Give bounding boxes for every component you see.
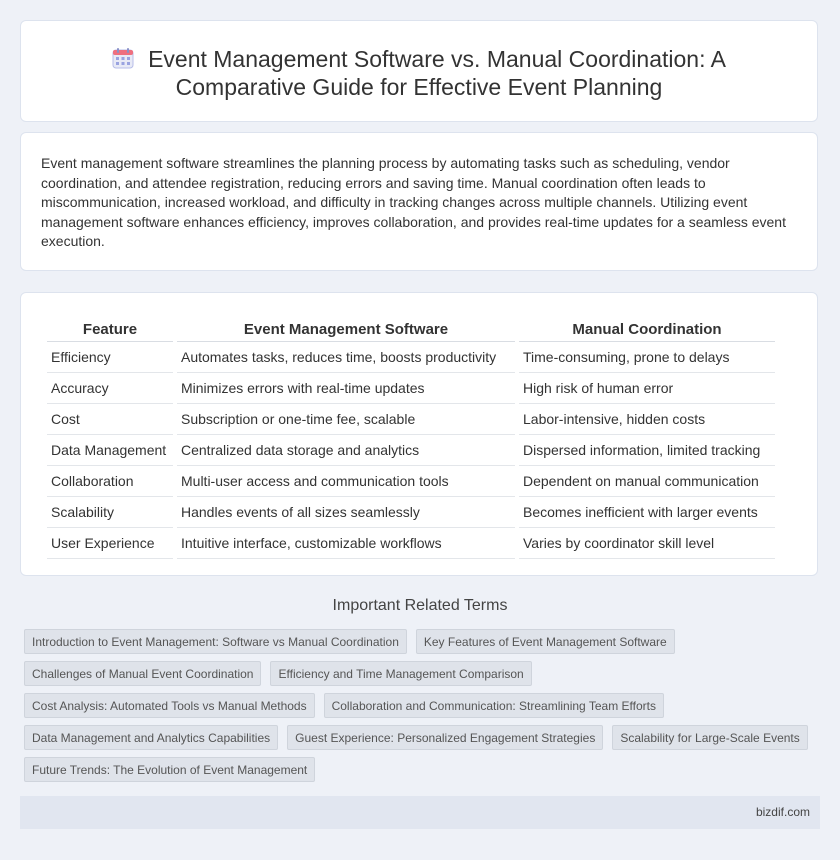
software-cell: Automates tasks, reduces time, boosts productivity: [177, 342, 515, 373]
summary-text: Event management software streamlines the planning process by automating tasks such as scheduling, vendor coordination, and attendee registration, reducing errors and saving time. Manual coordination often leads to miscommunication, increased workload, and difficulty in tracking changes across multiple channels. Utilizing event management software enhances efficiency, improves collaboration, and provides real-time updates for a seamless event execution.: [41, 155, 786, 249]
software-cell: Intuitive interface, customizable workflows: [177, 528, 515, 559]
related-terms-heading: Important Related Terms: [332, 597, 508, 614]
related-term-tag[interactable]: Introduction to Event Management: Software vs Manual Coordination: [24, 629, 407, 654]
tag-row: [24, 725, 817, 750]
feature-cell: Cost: [47, 404, 173, 435]
related-term-tag[interactable]: Key Features of Event Management Software: [416, 629, 675, 654]
calendar-icon: [112, 47, 134, 69]
related-term-tag[interactable]: Data Management and Analytics Capabilities: [24, 725, 278, 750]
software-cell: Centralized data storage and analytics: [177, 435, 515, 466]
software-cell: Minimizes errors with real-time updates: [177, 373, 515, 404]
manual-cell: Dispersed information, limited tracking: [519, 435, 775, 466]
feature-cell: Data Management: [47, 435, 173, 466]
header-card: [20, 20, 818, 122]
manual-cell: Dependent on manual communication: [519, 466, 775, 497]
table-header-row: [47, 315, 775, 342]
comparison-table-card: [20, 292, 818, 576]
tag-row: [24, 757, 324, 782]
tag-row: [24, 693, 673, 718]
tag-row: [24, 629, 684, 654]
table-row: [47, 404, 775, 435]
related-term-tag[interactable]: Efficiency and Time Management Comparison: [270, 661, 531, 686]
related-term-tag[interactable]: Challenges of Manual Event Coordination: [24, 661, 261, 686]
feature-cell: User Experience: [47, 528, 173, 559]
manual-cell: Time-consuming, prone to delays: [519, 342, 775, 373]
column-header-feature: Feature: [47, 315, 173, 342]
footer-bar: [20, 796, 820, 829]
table-row: [47, 435, 775, 466]
comparison-table: [43, 315, 779, 559]
feature-cell: Scalability: [47, 497, 173, 528]
column-header-software: Event Management Software: [177, 315, 515, 342]
tag-row: [24, 661, 541, 686]
summary-card: [20, 132, 818, 271]
related-term-tag[interactable]: Cost Analysis: Automated Tools vs Manual Methods: [24, 693, 315, 718]
related-term-tag[interactable]: Collaboration and Communication: Streamlining Team Efforts: [324, 693, 664, 718]
manual-cell: Becomes inefficient with larger events: [519, 497, 775, 528]
feature-cell: Collaboration: [47, 466, 173, 497]
table-row: [47, 373, 775, 404]
related-term-tag[interactable]: Guest Experience: Personalized Engagement Strategies: [287, 725, 603, 750]
related-term-tag[interactable]: Scalability for Large-Scale Events: [612, 725, 807, 750]
software-cell: Multi-user access and communication tools: [177, 466, 515, 497]
feature-cell: Accuracy: [47, 373, 173, 404]
column-header-manual: Manual Coordination: [519, 315, 775, 342]
table-row: [47, 497, 775, 528]
manual-cell: Labor-intensive, hidden costs: [519, 404, 775, 435]
page-title: Event Management Software vs. Manual Coordination: A Comparative Guide for Effective Event Planning: [148, 46, 726, 100]
software-cell: Handles events of all sizes seamlessly: [177, 497, 515, 528]
table-row: [47, 528, 775, 559]
feature-cell: Efficiency: [47, 342, 173, 373]
software-cell: Subscription or one-time fee, scalable: [177, 404, 515, 435]
manual-cell: Varies by coordinator skill level: [519, 528, 775, 559]
page-title-wrap: [21, 45, 817, 101]
related-term-tag[interactable]: Future Trends: The Evolution of Event Management: [24, 757, 315, 782]
footer-site-link[interactable]: bizdif.com: [755, 805, 810, 819]
table-row: [47, 342, 775, 373]
manual-cell: High risk of human error: [519, 373, 775, 404]
table-row: [47, 466, 775, 497]
